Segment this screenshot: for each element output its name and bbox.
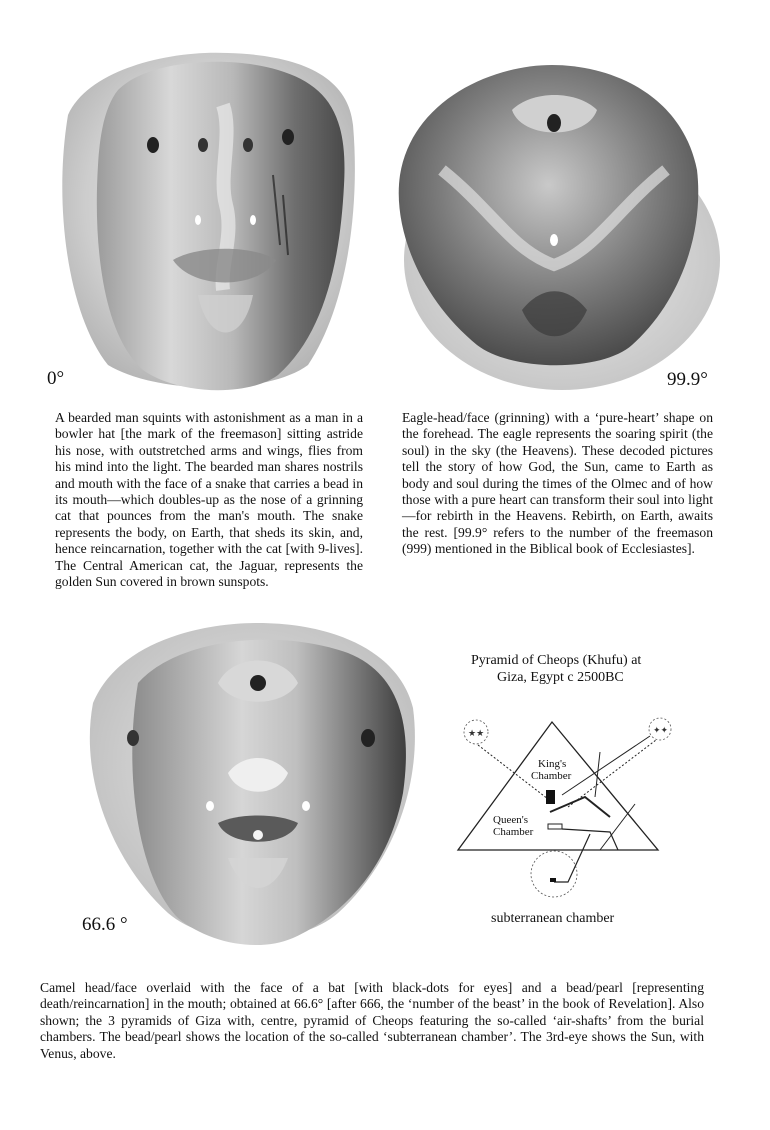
symmetrical-camel-bat-image xyxy=(78,613,428,958)
caption-figure-66: Camel head/face overlaid with the face of a bat [with black-dots for eyes] and a bead/pearl [representing death/reincarnation] in the mouth; obtained at 66.6° [after 666, the ‘number of the beast’ in the book of Revelation]. Also shown; the 3 pyramids of Giza with, centre, pyramid of Cheops featuring the so-called ‘air-shafts’ from the burial chambers. The bead/pearl shows the location of the so-called ‘subterranean chamber’. The 3rd-eye shows the Sun, with Venus, above. xyxy=(40,980,704,1061)
angle-label-99: 99.9° xyxy=(667,369,708,390)
figure-face-66 xyxy=(78,613,428,958)
angle-label-0: 0° xyxy=(47,368,65,389)
kings-chamber-label-2: Chamber xyxy=(531,770,572,782)
pyramid-title-line-2: Giza, Egypt c 2500BC xyxy=(497,670,624,685)
symmetrical-face-image-0 xyxy=(48,45,364,395)
figure-face-0 xyxy=(48,45,364,395)
pyramid-diagram xyxy=(450,712,675,902)
kings-chamber-label-1: King's xyxy=(538,758,567,770)
pyramid-title-line-1: Pyramid of Cheops (Khufu) at xyxy=(471,653,642,668)
svg-text:✦✦: ✦✦ xyxy=(653,726,669,736)
caption-figure-0: A bearded man squints with astonishment as a man in a bowler hat [the mark of the freemason] sitting astride his nose, with outstretched arms and wings, flies from his mind into the light. The bearded man shares nostrils and mouth with the face of a snake that carries a bead in its mouth—which doubles-up as the nose of a grinning cat that pounces from the man's mouth. The snake represents the body, on Earth, that sheds its skin, and, hence reincarnation, together with the cat [with 9-lives]. The Central American cat, the Jaguar, represents the golden Sun covered in brown sunspots. xyxy=(55,410,363,590)
symmetrical-eagle-image xyxy=(382,60,722,395)
subterranean-chamber-label: subterranean chamber xyxy=(491,911,615,926)
queens-chamber-label-1: Queen's xyxy=(493,814,528,826)
queens-chamber-label-2: Chamber xyxy=(493,826,534,838)
svg-text:★★: ★★ xyxy=(468,729,485,739)
caption-figure-99: Eagle-head/face (grinning) with a ‘pure-heart’ shape on the forehead. The eagle represents the soaring spirit (the soul) in the sky (the Heavens). These decoded pictures tell the story of how God, the Sun, came to Earth as body and soul during the times of the Olmec and of how those with a pure heart can transform their soul into light—for rebirth in the Heavens. Rebirth, on Earth, awaits the rest. [99.9° refers to the number of the freemason (999) mentioned in the Biblical book of Ecclesiastes]. xyxy=(402,410,713,557)
figure-face-99 xyxy=(382,60,722,395)
angle-label-66: 66.6 ° xyxy=(82,914,128,935)
